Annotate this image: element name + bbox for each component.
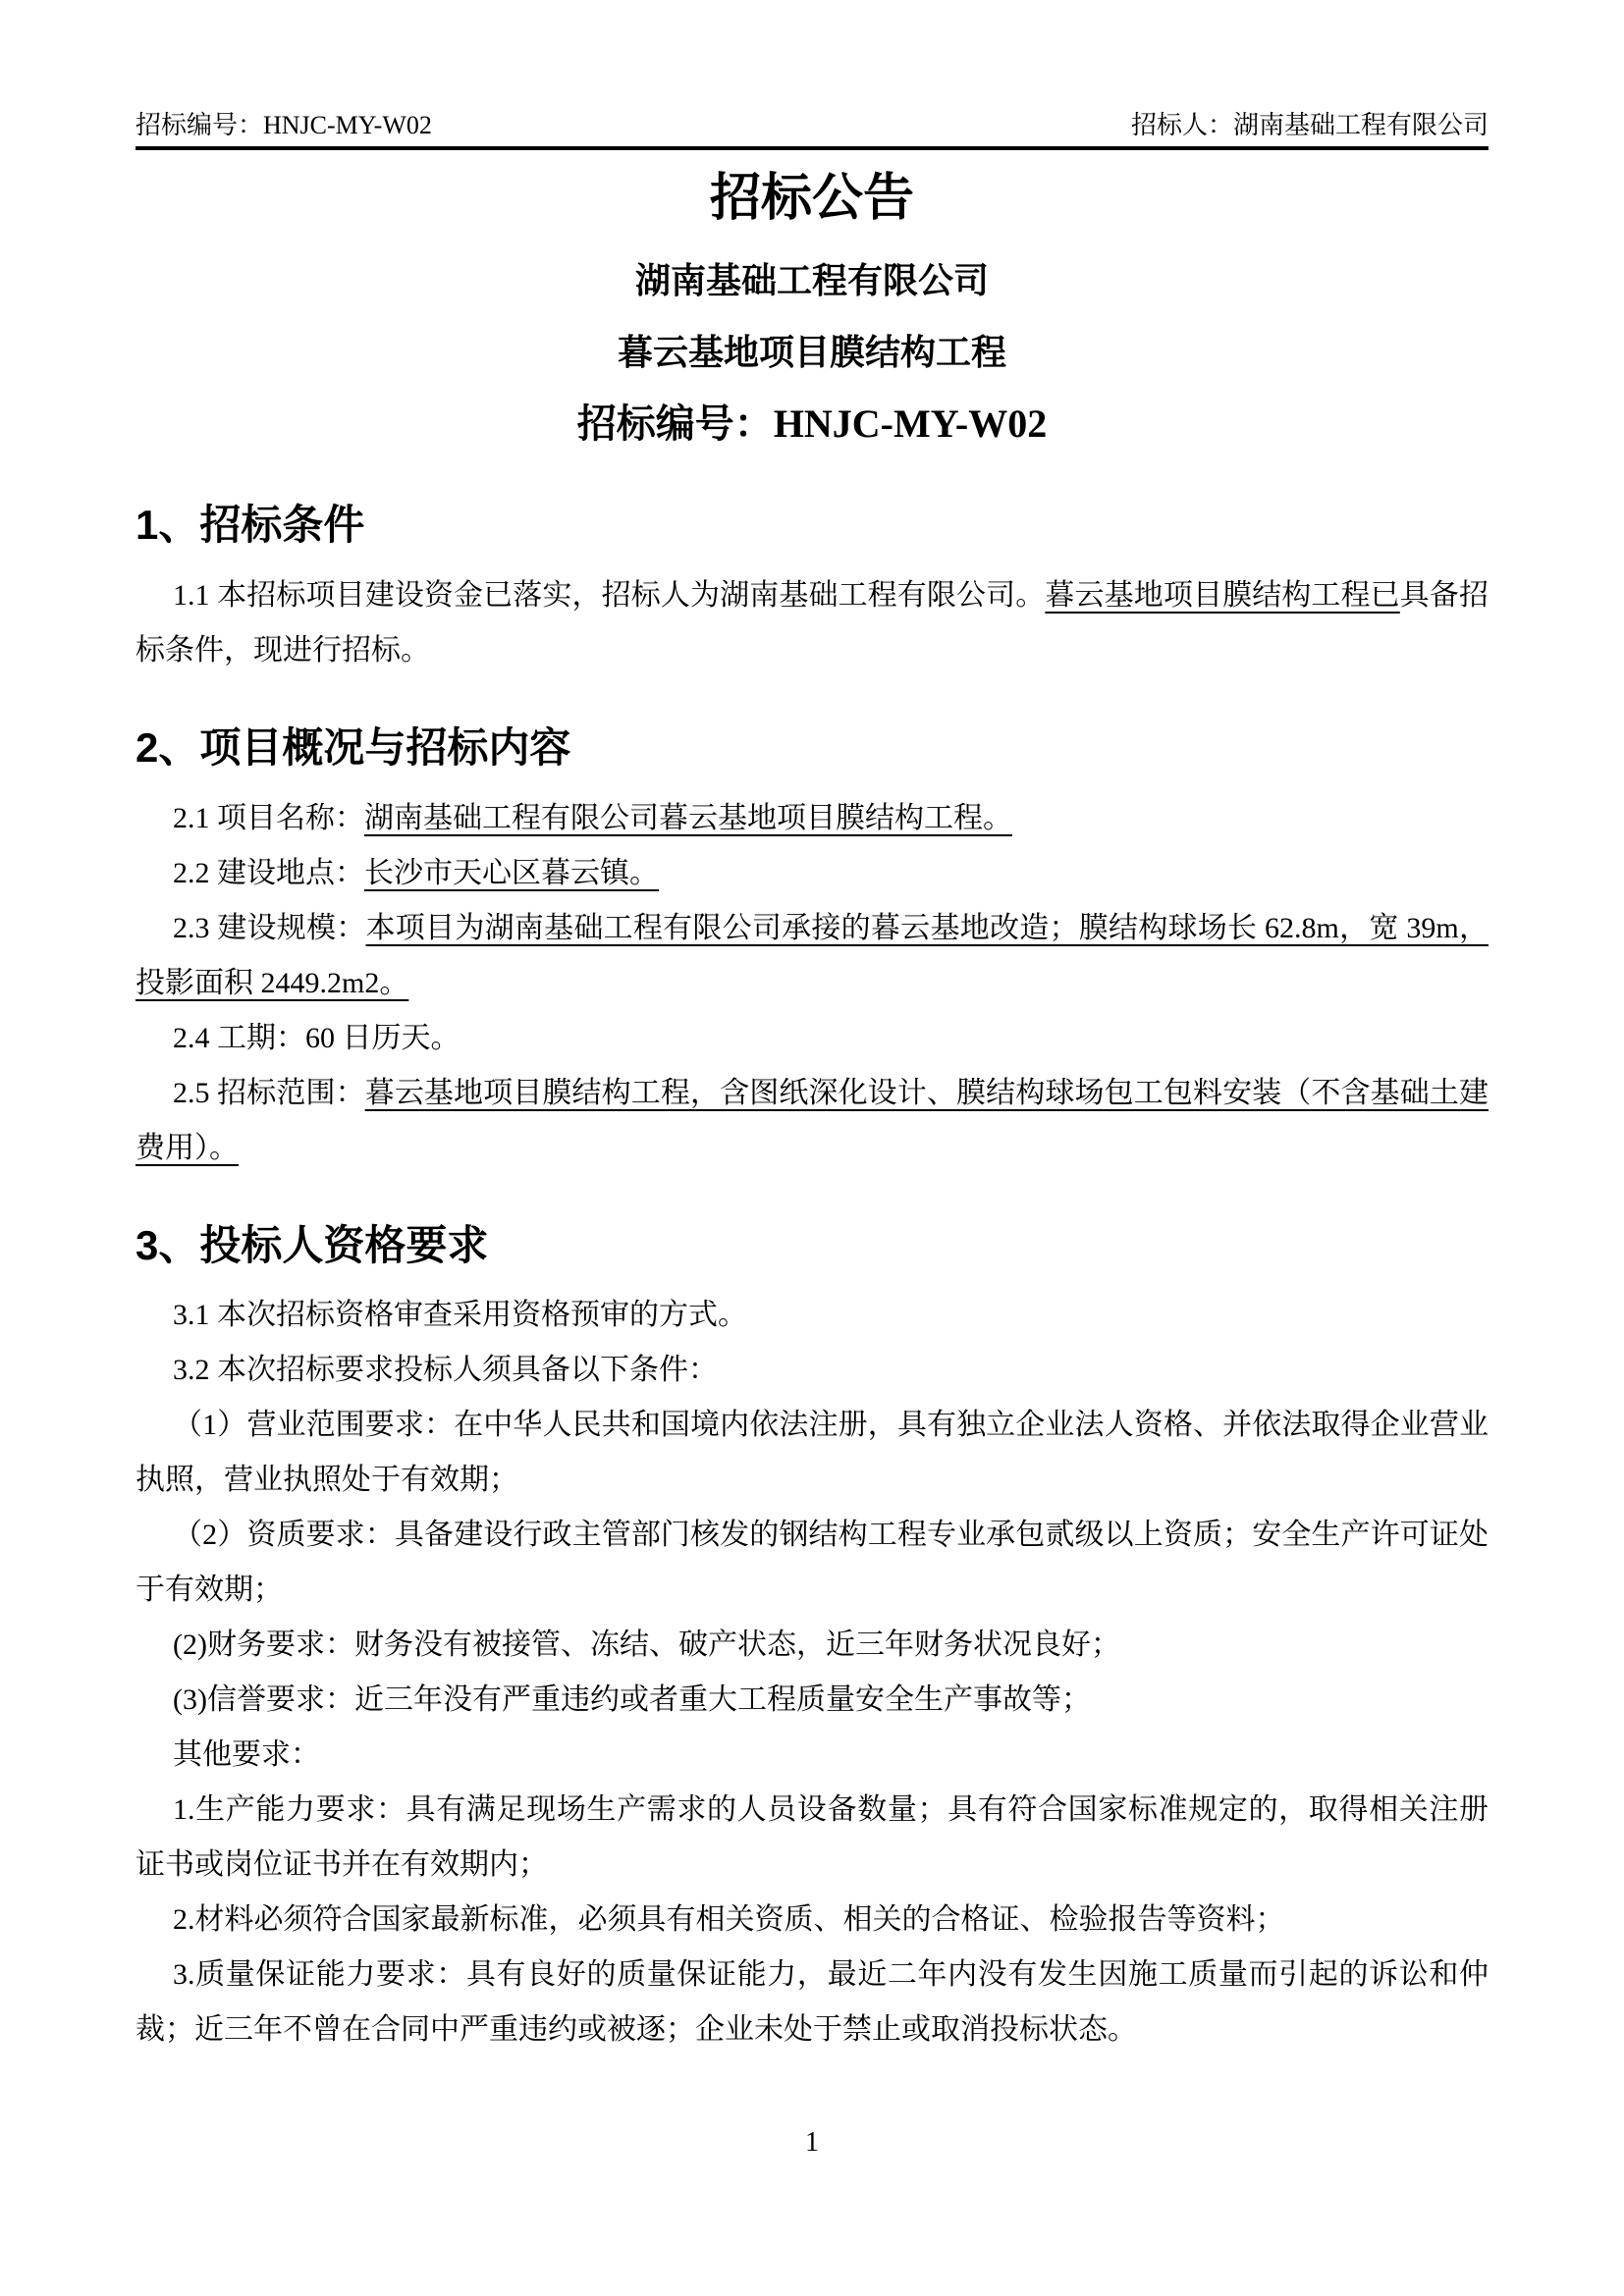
header-tenderer: 招标人：湖南基础工程有限公司 xyxy=(1130,111,1489,139)
requirement-quality-assurance xyxy=(135,1948,1489,2057)
page-number: 1 xyxy=(805,2127,819,2158)
tender-number-line: 招标编号：HNJC-MY-W02 xyxy=(576,401,1048,447)
text-run: 其他要求： xyxy=(173,1738,320,1772)
project-name-line: 暮云基地项目膜结构工程 xyxy=(617,332,1006,372)
requirement-materials xyxy=(135,1893,1489,1948)
clause-3-1 xyxy=(135,1288,1489,1343)
requirement-production-capacity xyxy=(135,1783,1489,1893)
text-run: （2）资质要求：具备建设行政主管部门核发的钢结构工程专业承包贰级以上资质；安全生产许可证处于有效期； xyxy=(135,1519,1489,1607)
text-run: 1.1 本招标项目建设资金已落实，招标人为湖南基础工程有限公司。 xyxy=(173,578,1046,612)
text-run: （1）营业范围要求：在中华人民共和国境内依法注册，具有独立企业法人资格、并依法取得企业营业执照，营业执照处于有效期； xyxy=(135,1409,1489,1497)
page-header xyxy=(135,0,1489,150)
text-run: 3.2 本次招标要求投标人须具备以下条件： xyxy=(173,1354,718,1387)
text-run: (3)信誉要求：近三年没有严重违约或者重大工程质量安全生产事故等； xyxy=(173,1683,1091,1717)
section-1-heading: 1、招标条件 xyxy=(135,502,365,549)
document-title: 招标公告 xyxy=(709,171,914,228)
text-run: 具备招标条件，现进行招标。 xyxy=(135,578,1489,667)
section-2-heading: 2、项目概况与招标内容 xyxy=(135,723,571,771)
requirement-qualification xyxy=(135,1508,1489,1618)
text-run: 2.3 建设规模： xyxy=(173,911,366,944)
text-run: (2)财务要求：财务没有被接管、冻结、破产状态，近三年财务状况良好； xyxy=(173,1629,1120,1662)
requirement-finance xyxy=(135,1618,1489,1673)
underlined-text-run: 长沙市天心区暮云镇。 xyxy=(364,856,659,889)
clause-2-3-scale xyxy=(135,901,1489,1011)
text-run: 2.5 招标范围： xyxy=(173,1076,365,1109)
requirement-business-scope xyxy=(135,1398,1489,1508)
text-run: 2.2 建设地点： xyxy=(173,856,364,889)
clause-2-1-project-name xyxy=(135,791,1489,846)
text-run: 3.质量保证能力要求：具有良好的质量保证能力，最近二年内没有发生因施工质量而引起的诉讼和仲裁；近三年不曾在合同中严重违约或被逐；企业未处于禁止或取消投标状态。 xyxy=(135,1958,1489,2047)
underlined-text-run: 本项目为湖南基础工程有限公司承接的暮云基地改造；膜结构球场长 62.8m，宽 39m，投影面积 2449.2m2。 xyxy=(135,911,1489,999)
clause-2-5-scope xyxy=(135,1066,1489,1176)
company-name-line: 湖南基础工程有限公司 xyxy=(634,260,989,300)
text-run: 2.1 项目名称： xyxy=(173,801,364,834)
header-tender-number: 招标编号：HNJC-MY-W02 xyxy=(135,111,432,139)
underlined-text-run: 暮云基地项目膜结构工程已 xyxy=(1045,578,1400,612)
text-run: 2.4 工期：60 日历天。 xyxy=(173,1021,460,1054)
underlined-text-run: 湖南基础工程有限公司暮云基地项目膜结构工程。 xyxy=(364,801,1012,834)
requirement-reputation xyxy=(135,1673,1489,1728)
section-3-heading: 3、投标人资格要求 xyxy=(135,1221,489,1268)
text-run: 1.生产能力要求：具有满足现场生产需求的人员设备数量；具有符合国家标准规定的，取得相关注册证书或岗位证书并在有效期内； xyxy=(135,1793,1489,1882)
other-requirements-label xyxy=(135,1728,1489,1783)
clause-1-1 xyxy=(135,568,1489,678)
clause-2-2-location xyxy=(135,846,1489,901)
clause-2-4-duration xyxy=(135,1011,1489,1066)
clause-3-2 xyxy=(135,1343,1489,1398)
underlined-text-run: 暮云基地项目膜结构工程，含图纸深化设计、膜结构球场包工包料安装（不含基础土建费用）。 xyxy=(135,1076,1489,1164)
text-run: 3.1 本次招标资格审查采用资格预审的方式。 xyxy=(173,1299,747,1332)
text-run: 2.材料必须符合国家最新标准，必须具有相关资质、相关的合格证、检验报告等资料； xyxy=(173,1903,1285,1937)
